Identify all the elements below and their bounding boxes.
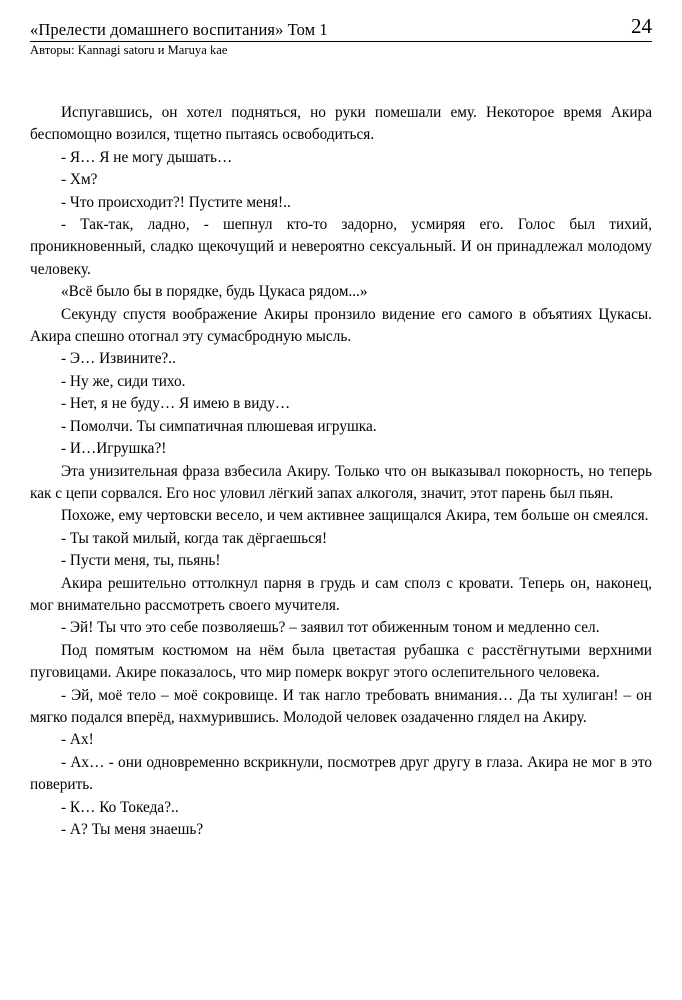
dialog-line: - И…Игрушка?! [61,440,167,458]
dialog-line: - Пусти меня, ты, пьянь! [61,552,221,570]
dialog-line: - Хм? [61,171,98,189]
dialog-line: - Ах… - они одновременно вскрикнули, посмотрев друг другу в глаза. Акира не мог в это поверить. [30,753,652,794]
dialog-line: - Я… Я не могу дышать… [61,148,233,166]
dialog-line: - Нет, я не буду… Я имею в виду… [61,395,291,413]
dialog-line: - Что происходит?! Пустите меня!.. [61,193,291,211]
paragraph: Эта унизительная фраза взбесила Акиру. Только что он выказывал покорность, но теперь как с цепи сорвался. Его нос уловил лёгкий запах алкоголя, значит, этот парень был пьян. [30,462,652,502]
dialog-line: - Эй! Ты что это себе позволяешь? – заявил тот обиженным тоном и медленно сел. [61,619,600,637]
dialog-line: - Ах! [61,731,94,749]
paragraph: Секунду спустя воображение Акиры пронзило видение его самого в объятиях Цукасы. Акира спешно отогнал эту сумасбродную мысль. [30,305,652,346]
dialog-line: - Помолчи. Ты симпатичная плюшевая игрушка. [61,417,377,435]
paragraph: Испугавшись, он хотел подняться, но руки помешали ему. Некоторое время Акира беспомощно возился, тщетно пытаясь освободиться. [30,104,652,144]
paragraph: «Всё было бы в порядке, будь Цукаса рядом...» [61,283,368,301]
dialog-line: - Так-так, ладно, - шепнул кто-то задорно, усмиряя его. Голос был тихий, проникновенный, сладко щекочущий и невероятно сексуальный. И он принадлежал молодому человеку. [30,216,652,278]
authors-line: Авторы: Kannagi satoru и Maruya kae [30,43,228,57]
body-text [30,102,652,841]
page-number: 24 [631,14,652,38]
dialog-line: - Ну же, сиди тихо. [61,372,186,390]
dialog-line: - Э… Извините?.. [61,350,176,368]
dialog-line: - Эй, моё тело – моё сокровище. И так нагло требовать внимания… Да ты хулиган! – он мягко подался вперёд, нахмурившись. Молодой человек озадаченно глядел на Акиру. [30,686,652,726]
paragraph: Похоже, ему чертовски весело, и чем активнее защищался Акира, тем больше он смеялся. [61,507,649,525]
page-header [30,14,652,58]
paragraph: Под помятым костюмом на нём была цветастая рубашка с расстёгнутыми верхними пуговицами. Акире показалось, что мир померк вокруг этого ослепительного человека. [30,641,652,682]
paragraph: Акира решительно оттолкнул парня в грудь и сам сполз с кровати. Теперь он, наконец, мог внимательно рассмотреть своего мучителя. [30,574,652,614]
book-title: «Прелести домашнего воспитания» Том 1 [30,20,328,39]
header-title-row [30,14,652,42]
dialog-line: - Ты такой милый, когда так дёргаешься! [61,529,328,547]
dialog-line: - А? Ты меня знаешь? [61,821,204,838]
dialog-line: - К… Ко Токеда?.. [61,798,179,816]
